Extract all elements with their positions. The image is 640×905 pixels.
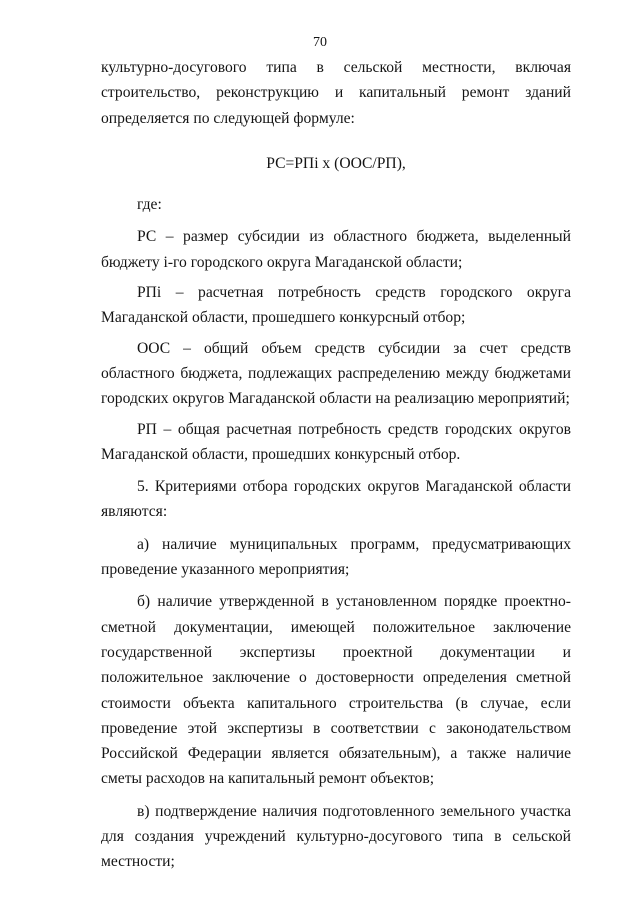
document-body <box>101 55 571 875</box>
intro-paragraph: культурно-досугового типа в сельской местности, включая строительство, реконструкцию и капитальный ремонт зданий определяется по следующей формуле: <box>101 59 571 127</box>
definition-rs: РС – размер субсидии из областного бюджета, выделенный бюджету i-го городского округа Магаданской области; <box>101 228 571 271</box>
definition-rp: РП – общая расчетная потребность средств городских округов Магаданской области, прошедших конкурсный отбор. <box>101 420 571 463</box>
criterion-v: в) подтверждение наличия подготовленного земельного участка для создания учреждений культурно-досугового типа в сельской местности; <box>101 802 571 871</box>
definition-oos: ООС – общий объем средств субсидии за счет средств областного бюджета, подлежащих распределению между бюджетами городских округов Магаданской области на реализацию мероприятий; <box>101 339 571 408</box>
criterion-b: б) наличие утвержденной в установленном порядке проектно-сметной документации, имеющей положительное заключение государственной экспертизы проектной документации и положительное заключение о достоверности определения сметной стоимости объекта капитального строительства (в случае, если проведение этой экспертизы в соответствии с законодательством Российской Федерации является обязательным), а также наличие сметы расходов на капитальный ремонт объектов; <box>101 593 571 788</box>
page-number: 70 <box>313 35 327 50</box>
formula: РС=РПi х (ООС/РП), <box>266 154 406 172</box>
definition-rpi: РПi – расчетная потребность средств городского округа Магаданской области, прошедшего конкурсный отбор; <box>101 284 571 327</box>
where-label: где: <box>137 196 162 214</box>
criteria-heading: 5. Критериями отбора городских округов Магаданской области являются: <box>101 478 571 521</box>
criterion-a: а) наличие муниципальных программ, предусматривающих проведение указанного мероприятия; <box>101 535 571 579</box>
